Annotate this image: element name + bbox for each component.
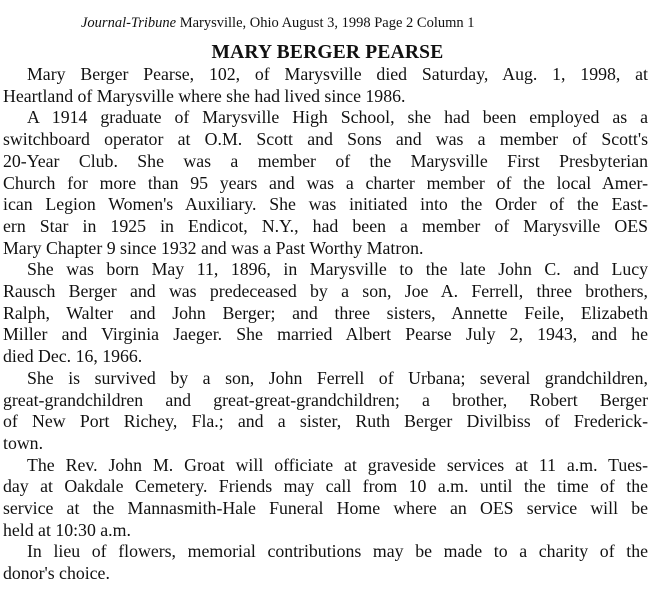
paragraph-line: ern Star in 1925 in Endicot, N.Y., had been a member of Marysville OES (3, 215, 648, 236)
obituary-body (3, 64, 648, 585)
paragraph-line: A 1914 graduate of Marysville High School, she had been employed as a (27, 107, 648, 128)
paragraph-line: switchboard operator at O.M. Scott and Sons and was a member of Scott's (3, 129, 648, 150)
paragraph-line: died Dec. 16, 1966. (3, 346, 143, 367)
paragraph-line: In lieu of flowers, memorial contributions may be made to a charity of the (27, 541, 648, 562)
paragraph-line: Church for more than 95 years and was a charter member of the local Amer- (3, 172, 648, 193)
paragraph-line: donor's choice. (3, 563, 110, 584)
paragraph-line: day at Oakdale Cemetery. Friends may call from 10 a.m. until the time of the (3, 476, 648, 497)
obituary-paragraph (3, 455, 648, 542)
paragraph-line: Ralph, Walter and John Berger; and three sisters, Annette Feile, Elizabeth (3, 302, 648, 323)
paragraph-line: She is survived by a son, John Ferrell of Urbana; several grandchildren, (27, 367, 648, 388)
obituary-paragraph (3, 259, 648, 368)
paragraph-line: ican Legion Women's Auxiliary. She was initiated into the Order of the East- (3, 194, 648, 215)
paragraph-line: town. (3, 432, 44, 453)
paragraph-line: Miller and Virginia Jaeger. She married Albert Pearse July 2, 1943, and he (3, 324, 648, 345)
paragraph-line: Mary Berger Pearse, 102, of Marysville died Saturday, Aug. 1, 1998, at (27, 64, 648, 84)
paragraph-line: Heartland of Marysville where she had lived since 1986. (3, 85, 406, 106)
paragraph-line: 20-Year Club. She was a member of the Marysville First Presbyterian (3, 150, 648, 171)
paragraph-line: of New Port Richey, Fla.; and a sister, Ruth Berger Divilbiss of Frederick- (3, 411, 648, 432)
paragraph-line: Rausch Berger and was predeceased by a son, Joe A. Ferrell, three brothers, (3, 281, 648, 302)
obituary-paragraph (3, 107, 648, 259)
source-citation (81, 14, 475, 32)
obituary-paragraph (3, 64, 648, 107)
paragraph-line: great-grandchildren and great-great-grandchildren; a brother, Robert Berger (3, 389, 648, 410)
paragraph-line: The Rev. John M. Groat will officiate at graveside services at 11 a.m. Tues- (27, 454, 648, 475)
paragraph-line: service at the Mannasmith-Hale Funeral Home where an OES service will be (3, 498, 648, 519)
paragraph-line: She was born May 11, 1896, in Marysville to the late John C. and Lucy (27, 259, 648, 280)
newspaper-name: Journal-Tribune (81, 15, 177, 31)
obituary-headline: MARY BERGER PEARSE (211, 42, 444, 63)
paragraph-line: held at 10:30 a.m. (3, 519, 131, 540)
publication-details: Marysville, Ohio August 3, 1998 Page 2 Column 1 (179, 15, 475, 31)
paragraph-line: Mary Chapter 9 since 1932 and was a Past Worthy Matron. (3, 237, 424, 258)
obituary-paragraph (3, 368, 648, 455)
obituary-paragraph (3, 541, 648, 584)
